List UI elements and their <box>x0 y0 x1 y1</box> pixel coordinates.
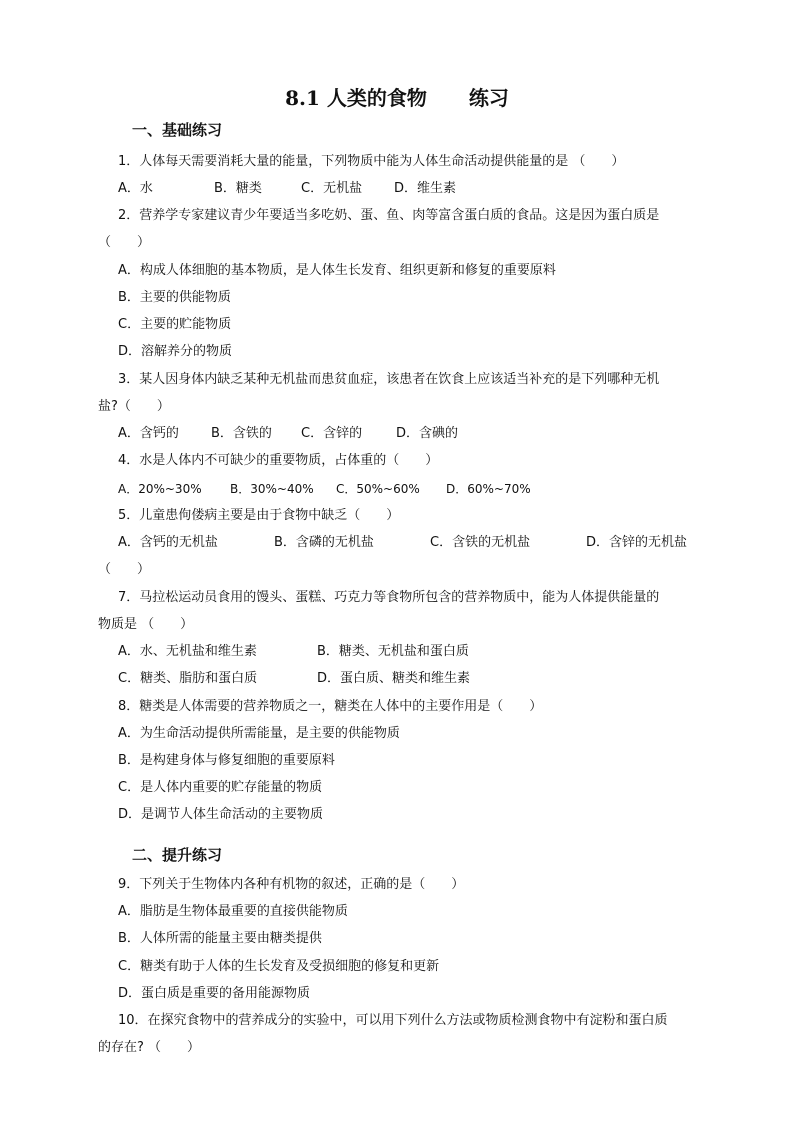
option-a: A．水 <box>118 181 153 196</box>
option-c: C．糖类、脂肪和蛋白质 <box>118 671 258 686</box>
question-2-stem-cont: （ ） <box>98 235 151 250</box>
question-10-stem-cont: 的存在? （ ） <box>98 1040 201 1055</box>
question-8-option-b: B．是构建身体与修复细胞的重要原料 <box>118 753 335 768</box>
question-8-stem: 8．糖类是人体需要的营养物质之一，糖类在人体中的主要作用是（ ） <box>118 699 543 714</box>
option-a: A．水、无机盐和维生素 <box>118 644 257 659</box>
question-8-option-d: D．是调节人体生命活动的主要物质 <box>118 807 324 822</box>
question-3-options <box>118 424 728 444</box>
question-1-stem: 1．人体每天需要消耗大量的能量，下列物质中能为人体生命活动提供能量的是 （ ） <box>118 154 625 169</box>
question-9-option-c: C．糖类有助于人体的生长发育及受损细胞的修复和更新 <box>118 959 440 974</box>
question-9-stem: 9．下列关于生物体内各种有机物的叙述，正确的是（ ） <box>118 877 465 892</box>
question-8-option-a: A．为生命活动提供所需能量，是主要的供能物质 <box>118 726 400 741</box>
option-d: D．蛋白质、糖类和维生素 <box>317 671 471 686</box>
question-3-stem: 3．某人因身体内缺乏某种无机盐而患贫血症，该患者在饮食上应该适当补充的是下列哪种无机 <box>118 372 660 387</box>
question-7-options-row1 <box>118 642 728 662</box>
title-main: 8.1 人类的食物 <box>285 86 427 110</box>
question-8-option-c: C．是人体内重要的贮存能量的物质 <box>118 780 323 795</box>
option-a: A．含钙的 <box>118 426 179 441</box>
question-5-stem: 5．儿童患佝偻病主要是由于食物中缺乏（ ） <box>118 508 400 523</box>
option-b: B．含磷的无机盐 <box>274 535 374 550</box>
question-2-option-b: B．主要的供能物质 <box>118 290 231 305</box>
option-d: D．含锌的无机盐 <box>586 535 688 550</box>
question-2-option-a: A．构成人体细胞的基本物质，是人体生长发育、组织更新和修复的重要原料 <box>118 263 556 278</box>
question-2-option-d: D．溶解养分的物质 <box>118 344 233 359</box>
question-9-option-a: A．脂肪是生物体最重要的直接供能物质 <box>118 904 348 919</box>
option-b: B．含铁的 <box>211 426 272 441</box>
option-b: B．糖类 <box>214 181 262 196</box>
question-5-options <box>118 533 728 553</box>
option-c: C．含铁的无机盐 <box>430 535 531 550</box>
question-7-stem: 7．马拉松运动员食用的馒头、蛋糕、巧克力等食物所包含的营养物质中，能为人体提供能量的 <box>118 590 660 605</box>
question-9-option-b: B．人体所需的能量主要由糖类提供 <box>118 931 322 946</box>
title-sub: 练习 <box>468 86 509 110</box>
question-1-options <box>118 179 728 199</box>
section-heading-basic: 一、基础练习 <box>132 121 223 139</box>
option-c: C．无机盐 <box>301 181 363 196</box>
question-3-stem-cont: 盐?（ ） <box>98 399 170 414</box>
option-d: D．含碘的 <box>396 426 459 441</box>
question-9-option-d: D．蛋白质是重要的备用能源物质 <box>118 986 311 1001</box>
question-2-option-c: C．主要的贮能物质 <box>118 317 232 332</box>
option-d: D．60%~70% <box>446 482 531 496</box>
section-heading-advanced: 二、提升练习 <box>132 846 223 864</box>
option-d: D．维生素 <box>394 181 457 196</box>
option-a: A．20%~30% <box>118 482 202 496</box>
option-c: C．含锌的 <box>301 426 363 441</box>
question-4-stem: 4．水是人体内不可缺少的重要物质，占体重的（ ） <box>118 453 439 468</box>
question-10-stem: 10．在探究食物中的营养成分的实验中，可以用下列什么方法或物质检测食物中有淀粉和蛋白质 <box>118 1013 668 1028</box>
page-title <box>0 85 794 111</box>
question-4-options <box>118 479 728 499</box>
question-7-stem-cont: 物质是 （ ） <box>98 617 194 632</box>
option-a: A．含钙的无机盐 <box>118 535 218 550</box>
question-2-stem: 2．营养学专家建议青少年要适当多吃奶、蛋、鱼、肉等富含蛋白质的食品。这是因为蛋白质是 <box>118 208 660 223</box>
question-5-tail: （ ） <box>98 562 151 577</box>
option-c: C．50%~60% <box>336 482 420 496</box>
option-b: B．30%~40% <box>230 482 314 496</box>
option-b: B．糖类、无机盐和蛋白质 <box>317 644 469 659</box>
question-7-options-row2 <box>118 669 728 689</box>
